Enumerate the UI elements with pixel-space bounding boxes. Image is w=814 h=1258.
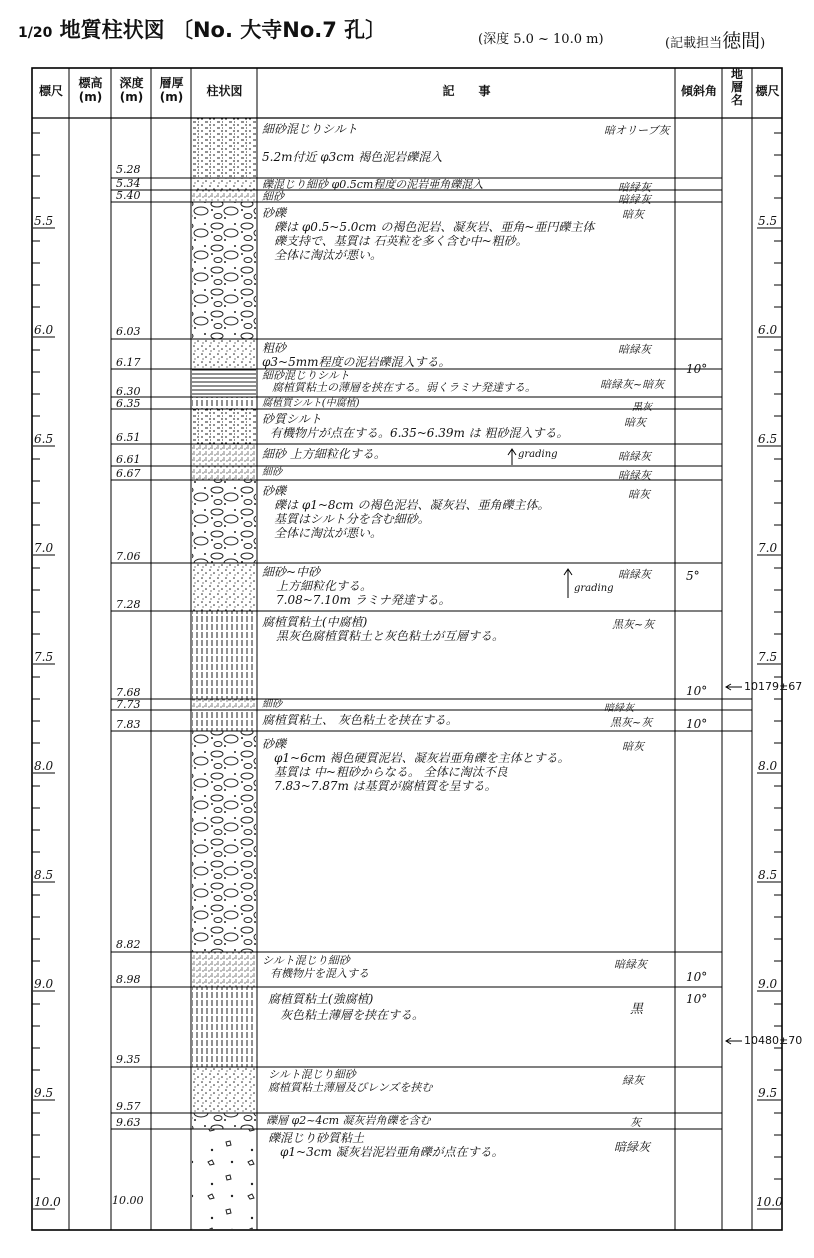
ruler-label: 10.0 (34, 1195, 61, 1209)
grading-note: grading (574, 583, 614, 594)
title-text: 地質柱状図 (59, 18, 165, 42)
depth-value: 6.17 (116, 356, 141, 369)
ruler-label-right: 7.5 (758, 650, 778, 664)
header-elevation: 標高 (m) (78, 76, 103, 104)
layer-desc: シルト混じり細砂 有機物片を混入する (262, 954, 369, 980)
ruler-label-right: 8.5 (758, 868, 778, 882)
ruler-label: 6.5 (34, 432, 54, 446)
dip-value: 10° (686, 684, 708, 698)
depth-value: 7.73 (116, 698, 141, 711)
depth-value: 6.35 (116, 397, 141, 410)
layer-desc: 細砂 (262, 190, 284, 203)
ruler-label: 5.5 (34, 214, 54, 228)
layer-desc: 細砂 上方細粒化する。 (262, 447, 386, 461)
dip-value: 10° (686, 717, 708, 731)
layer-color: 暗緑灰 (618, 450, 651, 463)
ruler-label: 7.0 (34, 541, 54, 555)
ruler-label-right: 6.0 (758, 323, 778, 337)
header-scale: 標尺 (38, 84, 63, 98)
depth-value: 7.28 (116, 598, 141, 611)
layer-color: 暗緑灰~暗灰 (600, 378, 665, 391)
author-note: (記載担当徳間) (665, 30, 766, 52)
ruler-label: 9.5 (34, 1086, 54, 1100)
depth-value: 5.28 (116, 163, 141, 176)
layer-desc: 細砂混じりシルト 5.2m付近 φ3cm 褐色泥岩礫混入 (262, 122, 443, 164)
layer-color: 黒灰~灰 (612, 618, 655, 631)
hole-label: 〔No. 大寺No.7 孔〕 (171, 18, 387, 42)
layer-desc: 粗砂 φ3~5mm程度の泥岩礫混入する。 (262, 341, 451, 369)
layer-desc: 腐植質粘土(中腐植) 黒灰色腐植質粘土と灰色粘土が互層する。 (262, 615, 505, 643)
layer-desc: 砂礫 礫は φ1~8cm の褐色泥岩、凝灰岩、亜角礫主体。 基質はシルト分を含む細砂。 全体に淘汰が悪い。 (262, 484, 550, 540)
column-lithology-fills (192, 118, 256, 1229)
depth-value: 6.61 (116, 453, 141, 466)
layer-color: 暗緑灰 (618, 193, 651, 206)
ruler-label-right: 7.0 (758, 541, 778, 555)
depth-value: 6.67 (116, 467, 141, 480)
layer-color: 暗緑灰 (614, 1140, 651, 1154)
depth-value: 6.51 (116, 431, 141, 444)
layer-desc: 礫層 φ2~4cm 凝灰岩角礫を含む (266, 1114, 431, 1127)
layer-color: 暗緑灰 (614, 958, 647, 971)
layer-desc: 礫混じり砂質粘土 φ1~3cm 凝灰岩泥岩亜角礫が点在する。 (268, 1131, 504, 1159)
depth-value: 7.06 (116, 550, 141, 563)
layer-color: 暗緑灰 (618, 568, 651, 581)
ruler-label-right: 9.0 (758, 977, 778, 991)
layer-color: 暗灰 (628, 488, 650, 501)
ruler-label-right: 5.5 (758, 214, 778, 228)
header-dip: 傾斜角 (680, 84, 717, 98)
depth-value: 6.30 (116, 385, 141, 398)
layer-desc: 細砂~中砂 上方細粒化する。 7.08~7.10m ラミナ発達する。 (262, 565, 451, 607)
layer-desc: 細砂 (262, 699, 282, 710)
layer-desc: 腐植質粘土、 灰色粘土を挟在する。 (262, 713, 458, 727)
ruler-label: 7.5 (34, 650, 54, 664)
ruler-label: 6.0 (34, 323, 54, 337)
radiocarbon-age: 10480±70 (744, 1034, 803, 1047)
ruler-label-right: 9.5 (758, 1086, 778, 1100)
layer-desc: 砂礫 φ1~6cm 褐色硬質泥岩、凝灰岩亜角礫を主体とする。 基質は 中~粗砂からなる。 全体に淘汰不良 7.83~7.87m は基質が腐植質を呈する。 (262, 737, 570, 793)
ruler-ticks (32, 133, 782, 1179)
header-description: 記 事 (442, 84, 491, 98)
radiocarbon-age: 10179±67 (744, 680, 803, 693)
layer-desc: 砂礫 礫は φ0.5~5.0cm の褐色泥岩、凝灰岩、亜角~亜円礫主体 礫支持で、基質は 石英粒を多く含む中~粗砂。 全体に淘汰が悪い。 (262, 206, 595, 262)
ruler-label: 8.0 (34, 759, 54, 773)
depth-value: 8.98 (116, 973, 141, 986)
layer-desc: 細砂混じりシルト 腐植質粘土の薄層を挟在する。弱くラミナ発達する。 (262, 369, 536, 394)
layer-desc: 腐植質粘土(強腐植) 灰色粘土薄層を挟在する。 (268, 992, 425, 1022)
layer-color: 暗オリーブ灰 (604, 124, 670, 137)
dip-value: 5° (686, 569, 700, 583)
depth-value: 10.00 (112, 1194, 144, 1207)
layer-color: 暗緑灰 (618, 181, 651, 194)
layer-color: 黒灰~灰 (610, 716, 653, 729)
depth-value: 5.40 (116, 189, 141, 202)
layer-color: 灰 (630, 1116, 641, 1129)
layer-color: 暗灰 (622, 208, 644, 221)
layer-color: 暗灰 (624, 416, 646, 429)
header-depth: 深度 (m) (119, 76, 144, 104)
layer-color: 黒 (630, 1002, 644, 1017)
author-name: 徳間 (722, 30, 761, 52)
depth-value: 8.82 (116, 938, 141, 951)
ruler-label-right: 10.0 (756, 1195, 783, 1209)
age-arrows (726, 684, 742, 1044)
layer-color: 暗緑灰 (618, 469, 651, 482)
dip-value: 10° (686, 362, 708, 376)
layer-desc: 細砂 (262, 467, 282, 478)
header-column: 柱状図 (206, 84, 243, 98)
layer-color: 黒灰 (632, 402, 652, 413)
depth-value: 7.83 (116, 718, 141, 731)
layer-desc: 腐植質シルト(中腐植) (262, 398, 360, 409)
depth-value: 6.03 (116, 325, 141, 338)
depth-value: 9.63 (116, 1116, 141, 1129)
depth-range-note: (深度 5.0 ~ 10.0 m) (478, 32, 604, 47)
layer-color: 暗緑灰 (618, 343, 651, 356)
layer-desc: 砂質シルト 有機物片が点在する。6.35~6.39m は 粗砂混入する。 (262, 412, 569, 440)
header-formation: 地層名 (730, 67, 743, 107)
ruler-label-right: 6.5 (758, 432, 778, 446)
depth-value: 9.35 (116, 1053, 141, 1066)
grading-note: grading (518, 449, 558, 460)
layer-color: 緑灰 (622, 1074, 644, 1087)
depth-value: 7.68 (116, 686, 141, 699)
header-thickness: 層厚 (m) (159, 76, 184, 104)
depth-value: 9.57 (116, 1100, 141, 1113)
header-scale-right: 標尺 (755, 84, 780, 98)
dip-value: 10° (686, 970, 708, 984)
ruler-label: 9.0 (34, 977, 54, 991)
ruler-label: 8.5 (34, 868, 54, 882)
depth-value: 5.34 (116, 177, 141, 190)
dip-value: 10° (686, 992, 708, 1006)
layer-color: 暗緑灰 (604, 703, 634, 714)
layer-desc: 礫混じり細砂 φ0.5cm程度の泥岩亜角礫混入 (262, 178, 484, 191)
scale-fraction: 1/20 (18, 25, 53, 41)
ruler-label-right: 8.0 (758, 759, 778, 773)
layer-desc: シルト混じり細砂 腐植質粘土薄層及びレンズを挟む (268, 1068, 433, 1094)
layer-color: 暗灰 (622, 740, 644, 753)
